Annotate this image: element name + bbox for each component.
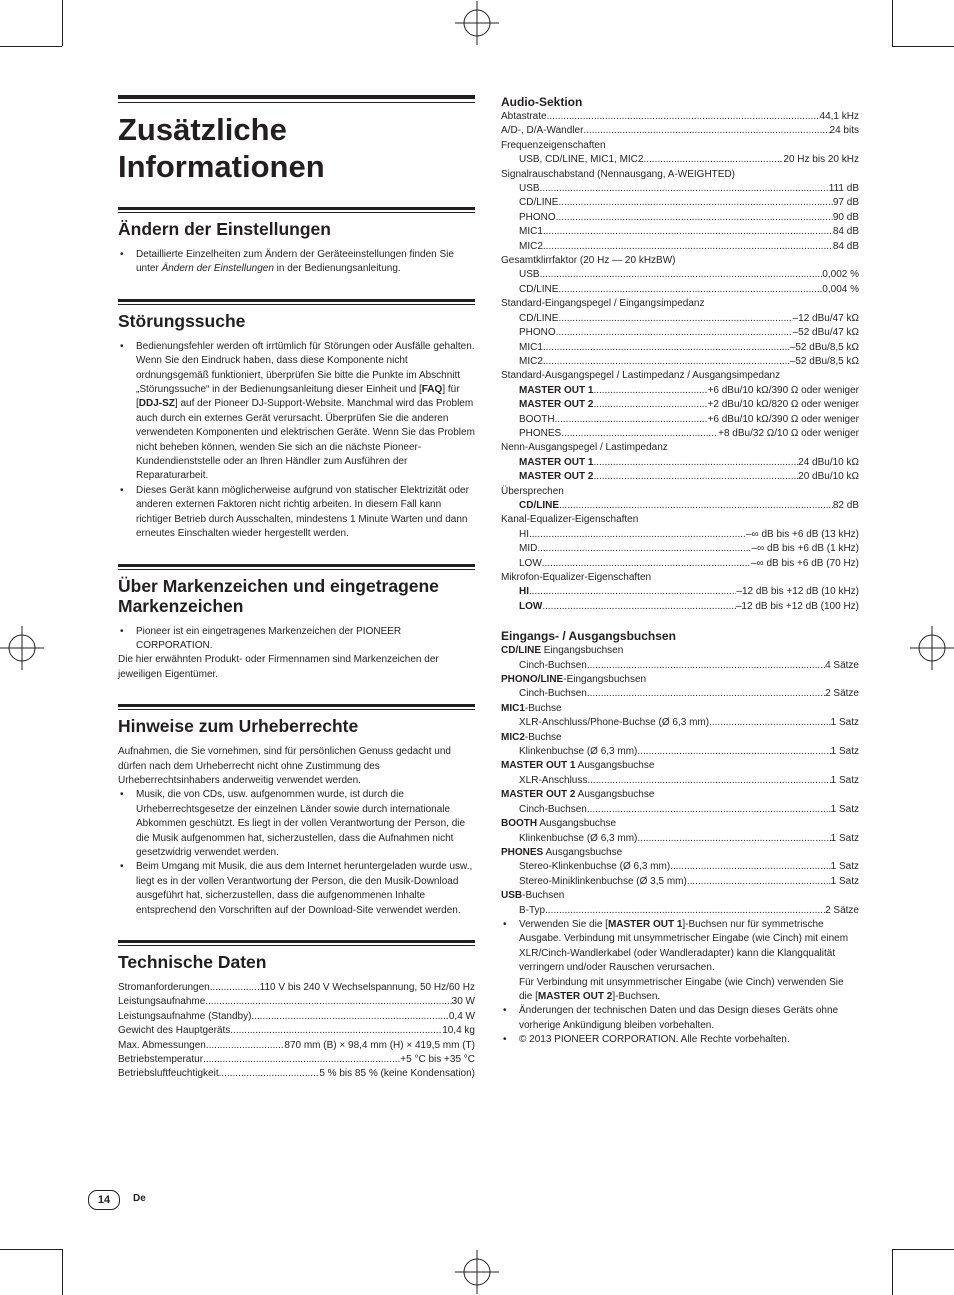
list-item: • Musik, die von CDs, usw. aufgenommen wurde, ist durch die Urheberrechtsgesetze der einzelnen Länder sowie durch internationale Abkommen geschützt. Es liegt in der vollen Verantwortung der Person, die die Musik aufgenommen hat, sicherzustellen, dass die Aufnahmen nicht gesetzwidrig verwendet werden. [118, 788, 475, 860]
jack-group-header: MIC2-Buchse [501, 731, 562, 743]
spec-row: Klinkenbuchse (Ø 6,3 mm) ..... 1 Satz [501, 832, 859, 846]
section-rule [118, 212, 475, 213]
paragraph: Aufnahmen, die Sie vornehmen, sind für persönlichen Genuss gedacht und dürfen nach dem Urheberrecht nicht ohne Zustimmung des Urheberrechtsinhabers anderweitig verwendet werden. [118, 746, 451, 786]
section-rule [118, 940, 475, 943]
spec-group-header: Nenn-Ausgangspegel / Lastimpedanz [501, 442, 668, 454]
spec-row: Max. Abmessungen ..... 870 mm (B) × 98,4 mm (H) × 419,5 mm (T) [118, 1039, 475, 1053]
spec-group-header: Standard-Ausgangspegel / Lastimpedanz / Ausgangsimpedanz [501, 370, 781, 382]
section-heading: Eingangs- / Ausgangsbuchsen [501, 629, 676, 644]
spec-row: Cinch-Buchsen ..... 1 Satz [501, 803, 859, 817]
list-item: • Beim Umgang mit Musik, die aus dem Internet heruntergeladen wurde usw., liegt es in der vollen Verantwortung der Person, die den Musik-Download ausgeführt hat, sicherzustellen, dass die aufgenommenen Inhalte entsprechend den Vorschriften auf der Download-Site verwendet werden. [118, 860, 475, 918]
crop-mark [892, 1249, 954, 1250]
spec-group-header: Frequenzeigenschaften [501, 139, 606, 151]
section-heading: Audio-Sektion [501, 95, 583, 109]
spec-row: MIC1 ..... –52 dBu/8,5 kΩ [501, 341, 859, 355]
crop-mark [62, 1249, 63, 1295]
spec-row: Klinkenbuchse (Ø 6,3 mm) ..... 1 Satz [501, 745, 859, 759]
jack-group-header: MIC1-Buchse [501, 702, 562, 714]
spec-row: USB ..... 0,002 % [501, 268, 859, 282]
spec-row: CD/LINE ..... 0,004 % [501, 283, 859, 297]
spec-row: CD/LINE ..... –12 dBu/47 kΩ [501, 312, 859, 326]
section-rule [118, 709, 475, 710]
spec-group-header: Gesamtklirrfaktor (20 Hz — 20 kHzBW) [501, 255, 676, 267]
spec-group-header: Übersprechen [501, 485, 564, 497]
spec-row: LOW ..... –∞ dB bis +6 dB (70 Hz) [501, 557, 859, 571]
crop-mark [0, 1249, 62, 1250]
spec-row: MID ..... –∞ dB bis +6 dB (1 kHz) [501, 542, 859, 556]
section-rule [118, 304, 475, 305]
list-item: • Dieses Gerät kann möglicherweise aufgrund von statischer Elektrizität oder anderen externen Faktoren nicht richtig arbeiten. In diesem Fall kann richtiger Betrieb durch Ausschalten, mindestens 1 Minute Warten und dann erneutes Einschalten wieder hergestellt werden. [118, 484, 475, 542]
spec-row: Leistungsaufnahme ..... 30 W [118, 995, 475, 1009]
spec-row: B-Typ ..... 2 Sätze [501, 904, 859, 918]
section-heading: Ändern der Einstellungen [118, 219, 331, 239]
spec-row: Stromanforderungen ..... 110 V bis 240 V Wechselspannung, 50 Hz/60 Hz [118, 981, 475, 995]
notes-list [501, 918, 859, 1048]
spec-row: PHONO ..... 90 dB [501, 211, 859, 225]
spec-row: PHONES ..... +8 dBu/32 Ω/10 Ω oder weniger [501, 427, 859, 441]
spec-row: HI ..... –12 dB bis +12 dB (10 kHz) [501, 585, 859, 599]
section-heading: Hinweise zum Urheberrechte [118, 716, 359, 737]
jack-group-header: BOOTH Ausgangsbuchse [501, 818, 617, 830]
list-item: • © 2013 PIONEER CORPORATION. Alle Rechte vorbehalten. [501, 1033, 859, 1047]
spec-group-header: Kanal-Equalizer-Eigenschaften [501, 514, 639, 526]
list-item: • Detaillierte Einzelheiten zum Ändern der Geräteeinstellungen finden Sie unter Ändern der Einstellungen in der Bedienungsanleitung. [118, 248, 475, 277]
registration-mark [0, 626, 44, 670]
title-rule [118, 95, 475, 99]
jack-group-header: CD/LINE Eingangsbuchsen [501, 645, 624, 657]
section-rule [118, 569, 475, 570]
jack-group-header: MASTER OUT 2 Ausgangsbuchse [501, 789, 655, 801]
spec-list [118, 981, 475, 1082]
page-number: 14 [88, 1190, 120, 1210]
section-stoerung [118, 299, 475, 542]
spec-row: MIC1 ..... 84 dB [501, 225, 859, 239]
section-einstellungen [118, 207, 475, 277]
page-title: Zusätzliche Informationen [118, 112, 325, 184]
spec-row: Stereo-Klinkenbuchse (Ø 6,3 mm) ..... 1 Satz [501, 860, 859, 874]
section-urheber [118, 704, 475, 918]
list-item: • Pioneer ist ein eingetragenes Markenzeichen der PIONEER CORPORATION. [118, 625, 475, 654]
list-item: • Verwenden Sie die [MASTER OUT 1]-Buchsen nur für symmetrische Ausgabe. Verbindung mit unsymmetrischer Eingabe (wie Cinch) mit einem XLR/Cinch-Wandlerkabel (oder Wandleradapter) kann die Klangqualität verringern und/oder Rauschen verursachen. Für Verbindung mit unsymmetrischer Eingabe (wie Cinch) verwenden Sie die [MASTER OUT 2]-Buchsen. [501, 918, 859, 1004]
spec-row: Betriebstemperatur ..... +5 °C bis +35 °C [118, 1053, 475, 1067]
spec-row: LOW ..... –12 dB bis +12 dB (100 Hz) [501, 600, 859, 614]
left-column [118, 95, 475, 1082]
spec-row: XLR-Anschluss/Phone-Buchse (Ø 6,3 mm) ..... 1 Satz [501, 716, 859, 730]
spec-row: Leistungsaufnahme (Standby) ..... 0,4 W [118, 1010, 475, 1024]
section-technik [118, 940, 475, 1082]
spec-row: CD/LINE ..... 82 dB [501, 499, 859, 513]
spec-row: Cinch-Buchsen ..... 4 Sätze [501, 659, 859, 673]
list-item: • Änderungen der technischen Daten und das Design dieses Geräts ohne vorherige Ankündigung bleiben vorbehalten. [501, 1004, 859, 1033]
section-rule [118, 945, 475, 946]
spec-row: BOOTH ..... +6 dBu/10 kΩ/390 Ω oder weniger [501, 413, 859, 427]
jack-group-header: PHONES Ausgangsbuchse [501, 846, 623, 858]
spec-row: XLR-Anschluss ..... 1 Satz [501, 774, 859, 788]
section-heading: Über Markenzeichen und eingetragene Markenzeichen [118, 575, 439, 616]
registration-mark [455, 1, 499, 45]
spec-group-header: Mikrofon-Equalizer-Eigenschaften [501, 572, 652, 583]
spec-row: MASTER OUT 2 ..... +2 dBu/10 kΩ/820 Ω oder weniger [501, 398, 859, 412]
spec-row: USB ..... 111 dB [501, 182, 859, 196]
paragraph: Die hier erwähnten Produkt- oder Firmennamen sind Markenzeichen der jeweiligen Eigentümer. [118, 654, 439, 680]
spec-group-header: Signalrauschabstand (Nennausgang, A-WEIGHTED) [501, 168, 736, 180]
spec-row: Abtastrate ..... 44,1 kHz [501, 110, 859, 124]
spec-row: A/D-, D/A-Wandler ..... 24 bits [501, 124, 859, 138]
right-column [501, 95, 859, 1048]
jack-group-header: USB-Buchsen [501, 890, 565, 902]
spec-row: Betriebsluftfeuchtigkeit ..... 5 % bis 85 % (keine Kondensation) [118, 1067, 475, 1081]
spec-row: CD/LINE ..... 97 dB [501, 196, 859, 210]
list-item: • Bedienungsfehler werden oft irrtümlich für Störungen oder Ausfälle gehalten. Wenn Sie den Eindruck haben, dass diese Komponente nicht ordnungsgemäß funktioniert, überprüfen Sie bitte die Punkte im Abschnitt „Störungssuche“ in der Bedienungsanleitung dieser Einheit und [FAQ] für [DDJ-SZ] auf der Pioneer DJ-Support-Website. Manchmal wird das Problem auch durch ein externes Gerät verursacht. Überprüfen Sie die anderen verwendeten Komponenten und elektrischen Geräte. Wenn Sie das Problem nicht beheben können, wenden Sie sich an die nächste Pioneer-Kundendienststelle oder an Ihren Händler zum Ausführen der Reparaturarbeit. [118, 340, 475, 484]
section-rule [118, 564, 475, 567]
jacks-list [501, 644, 859, 918]
spec-row: MIC2 ..... –52 dBu/8,5 kΩ [501, 355, 859, 369]
spec-row: MASTER OUT 2 ..... 20 dBu/10 kΩ [501, 470, 859, 484]
crop-mark [892, 46, 954, 47]
spec-row: USB, CD/LINE, MIC1, MIC2 ..... 20 Hz bis 20 kHz [501, 153, 859, 167]
section-rule [118, 207, 475, 210]
section-heading: Technische Daten [118, 952, 267, 972]
language-label: De [133, 1193, 146, 1204]
crop-mark [0, 46, 62, 47]
crop-mark [62, 0, 63, 46]
spec-row: Gewicht des Hauptgeräts ..... 10,4 kg [118, 1024, 475, 1038]
spec-row: Cinch-Buchsen ..... 2 Sätze [501, 687, 859, 701]
section-rule [118, 299, 475, 302]
jack-group-header: PHONO/LINE-Eingangsbuchsen [501, 674, 647, 686]
spec-row: MIC2 ..... 84 dB [501, 240, 859, 254]
title-rule [118, 102, 475, 103]
spec-row: PHONO ..... –52 dBu/47 kΩ [501, 326, 859, 340]
spec-row: HI ..... –∞ dB bis +6 dB (13 kHz) [501, 528, 859, 542]
spec-row: MASTER OUT 1 ..... 24 dBu/10 kΩ [501, 456, 859, 470]
section-rule [118, 704, 475, 707]
section-marken [118, 564, 475, 683]
spec-group-header: Standard-Eingangspegel / Eingangsimpedanz [501, 298, 705, 310]
crop-mark [892, 0, 893, 46]
registration-mark [910, 626, 954, 670]
spec-row: Stereo-Miniklinkenbuchse (Ø 3,5 mm) ..... 1 Satz [501, 875, 859, 889]
spec-row: MASTER OUT 1 ..... +6 dBu/10 kΩ/390 Ω oder weniger [501, 384, 859, 398]
jack-group-header: MASTER OUT 1 Ausgangsbuchse [501, 760, 655, 772]
crop-mark [892, 1249, 893, 1295]
registration-mark [455, 1250, 499, 1294]
section-heading: Störungssuche [118, 310, 246, 331]
